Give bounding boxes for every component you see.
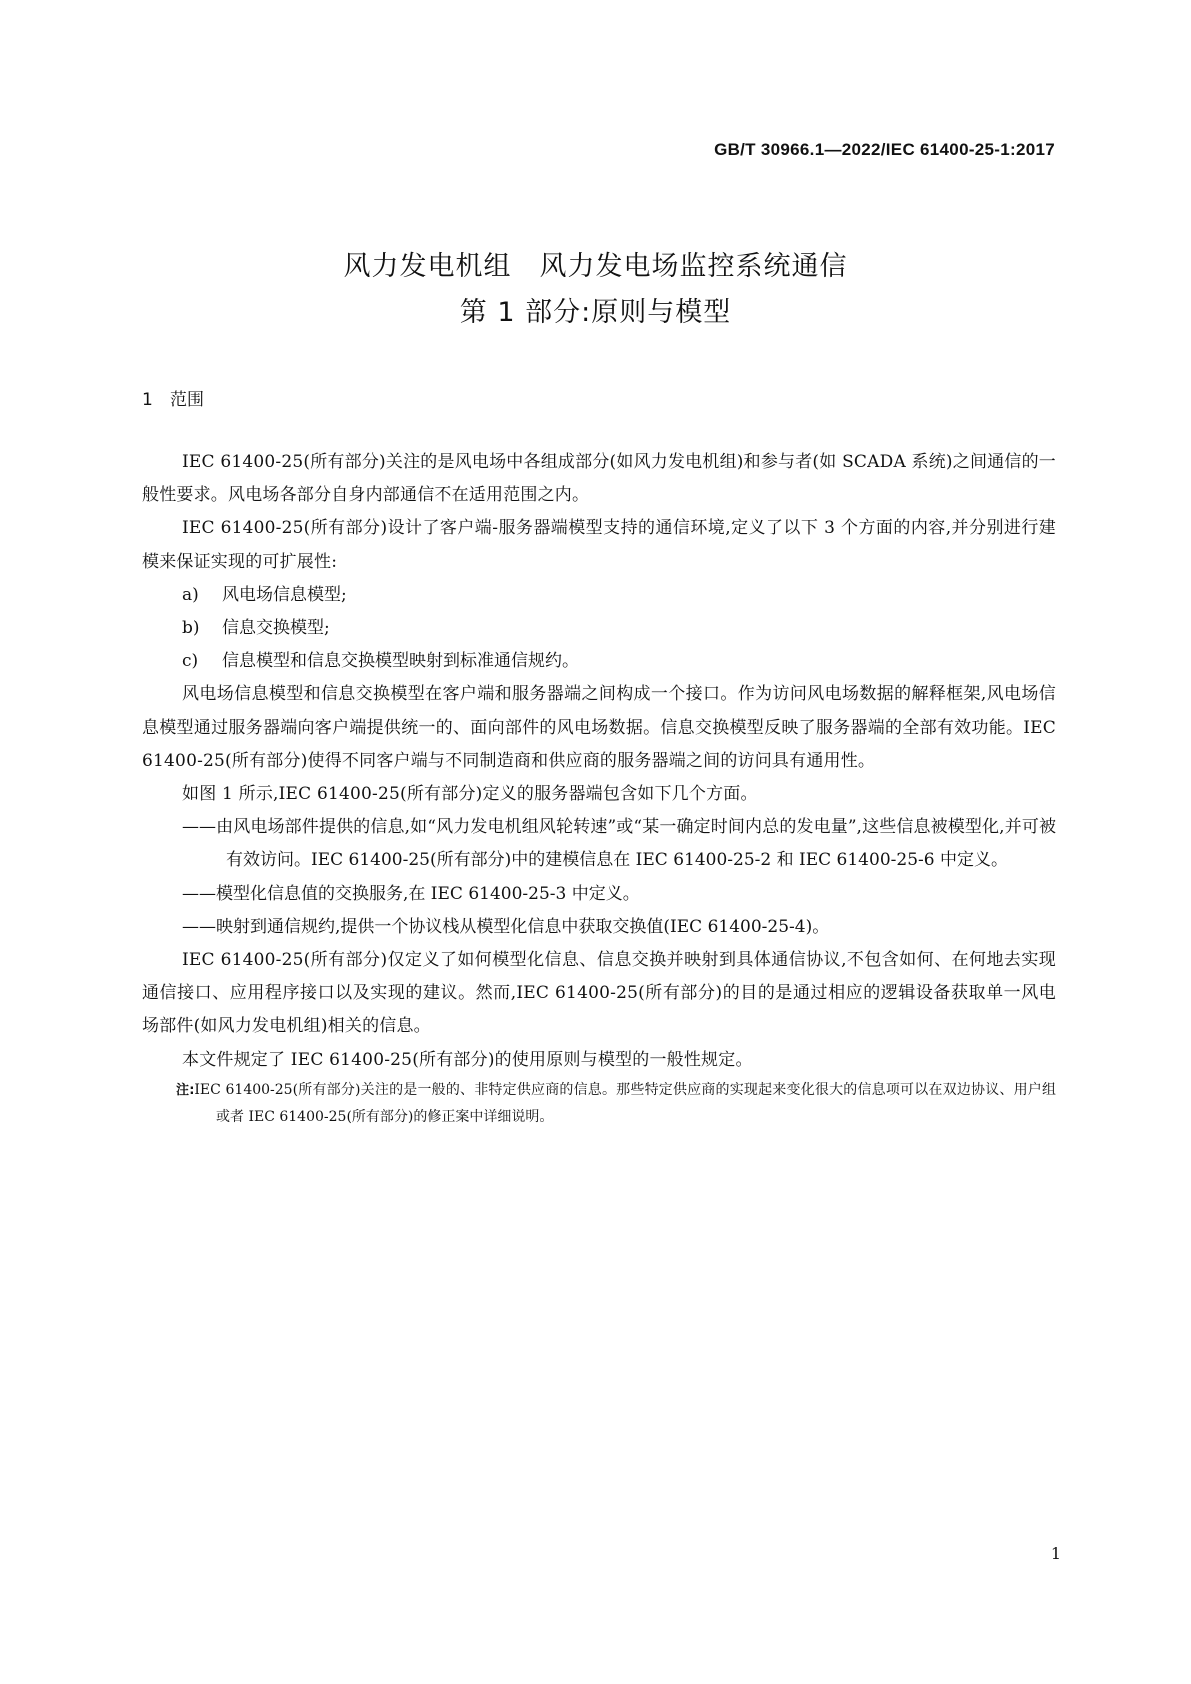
list-item-text: 信息模型和信息交换模型映射到标准通信规约。 — [222, 651, 579, 672]
paragraph-2: IEC 61400-25(所有部分)设计了客户端-服务器端模型支持的通信环境,定义了以下 3 个方面的内容,并分别进行建模来保证实现的可扩展性: — [142, 518, 1056, 572]
paragraph-6: 本文件规定了 IEC 61400-25(所有部分)的使用原则与模型的一般性规定。 — [182, 1049, 753, 1070]
section-title: 范围 — [170, 390, 204, 410]
paragraph-3: 风电场信息模型和信息交换模型在客户端和服务器端之间构成一个接口。作为访问风电场数据的解释框架,风电场信息模型通过服务器端向客户端提供统一的、面向部件的风电场数据。信息交换模型反映了服务器端的全部有效功能。IEC 61400-25(所有部分)使得不同客户端与不同制造商和供应商的服务器端之间的访问具有通用性。 — [142, 684, 1056, 771]
note — [142, 1077, 1056, 1131]
list-item-text: 信息交换模型; — [222, 618, 330, 639]
note-text: IEC 61400-25(所有部分)关注的是一般的、非特定供应商的信息。那些特定供应商的实现起来变化很大的信息项可以在双边协议、用户组或者 IEC 61400-25(所有部分)的修正案中详细说明。 — [194, 1081, 1057, 1125]
paragraph-4: 如图 1 所示,IEC 61400-25(所有部分)定义的服务器端包含如下几个方面。 — [182, 784, 758, 805]
page-number: 1 — [1050, 1544, 1061, 1563]
paragraph-1: IEC 61400-25(所有部分)关注的是风电场中各组成部分(如风力发电机组)和参与者(如 SCADA 系统)之间通信的一般性要求。风电场各部分自身内部通信不在适用范围之内。 — [142, 452, 1056, 506]
list-item-mark: a) — [182, 584, 199, 605]
standard-code: GB/T 30966.1—2022/IEC 61400-25-1:2017 — [714, 140, 1055, 159]
section-number: 1 — [142, 390, 153, 410]
list-item-text: 风电场信息模型; — [222, 584, 347, 605]
list-item-mark: b) — [182, 618, 200, 639]
dash-item: ——模型化信息值的交换服务,在 IEC 61400-25-3 中定义。 — [182, 883, 640, 904]
paragraph-5: IEC 61400-25(所有部分)仅定义了如何模型化信息、信息交换并映射到具体通信协议,不包含如何、在何地去实现通信接口、应用程序接口以及实现的建议。然而,IEC 61400-25(所有部分)的目的是通过相应的逻辑设备获取单一风电场部件(如风力发电机组)相关的信息。 — [142, 950, 1056, 1037]
dash-item: ——映射到通信规约,提供一个协议栈从模型化信息中获取交换值(IEC 61400-25-4)。 — [182, 916, 830, 937]
section-heading — [142, 385, 204, 410]
document-title-line1: 风力发电机组 风力发电场监控系统通信 — [343, 251, 848, 282]
note-label: 注: — [176, 1082, 195, 1098]
list-item — [142, 645, 1056, 678]
dash-item: ——由风电场部件提供的信息,如“风力发电机组风轮转速”或“某一确定时间内总的发电量”,这些信息被模型化,并可被有效访问。IEC 61400-25(所有部分)中的建模信息在 IEC 61400-25-2 和 IEC 61400-25-6 中定义。 — [182, 817, 1056, 871]
list-item — [142, 612, 1056, 645]
list-item-mark: c) — [182, 651, 199, 672]
document-title-line2: 第 1 部分:原则与模型 — [459, 297, 732, 328]
list-item — [142, 579, 1056, 612]
document-body — [142, 446, 1056, 1131]
